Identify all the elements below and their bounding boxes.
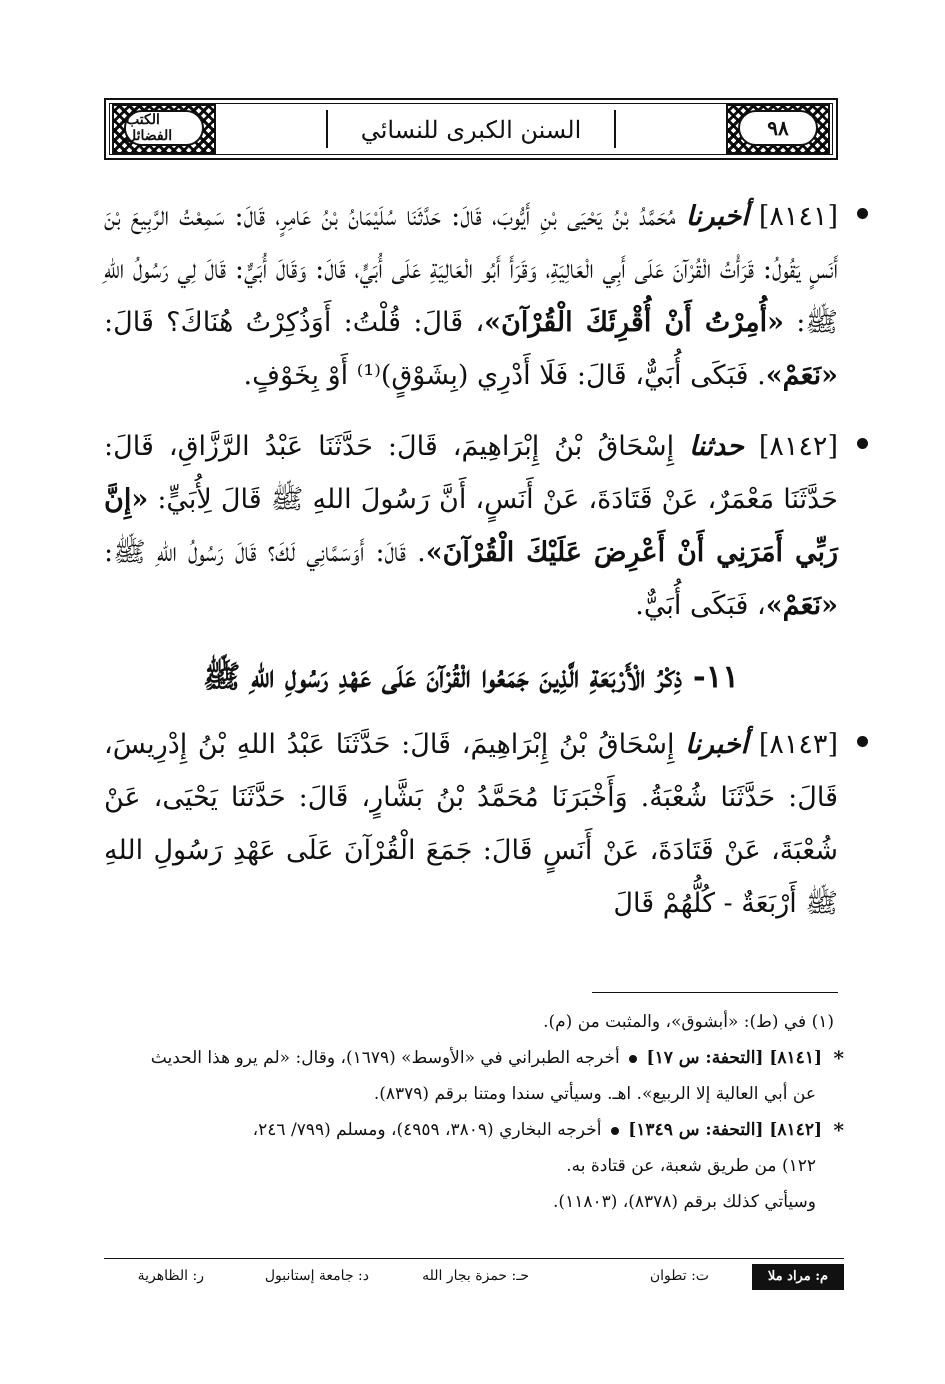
bullet-icon — [857, 736, 868, 747]
footnote-1: (١) في (ط): «أبشوق»، والمثبت من (م). — [543, 1012, 834, 1032]
hadith-lead: حدثنا — [689, 431, 744, 462]
bullet-icon — [629, 1055, 637, 1063]
page-number: ٩٨ — [738, 110, 818, 146]
footnote-8142 — [104, 1112, 844, 1148]
section-heading: ١١- ذِكْرُ الْأَرْبَعَةِ الَّذِينَ جَمَعُوا الْقُرْآنَ عَلَى عَهْدِ رَسُولِ اللهِ ﷺ — [202, 659, 740, 695]
hadith-ref: [٨١٤١] — [758, 201, 838, 232]
header-divider-right — [614, 110, 616, 148]
star-icon: * — [833, 1118, 844, 1142]
hadith-quote-2: «نَعَمْ» — [765, 590, 838, 621]
source-r: ر: الظاهرية — [137, 1268, 204, 1284]
page-header — [104, 98, 838, 160]
bullet-icon — [857, 208, 868, 219]
main-text — [104, 190, 838, 948]
bullet-icon — [611, 1127, 619, 1135]
footnote-head: [٨١٤١] [التحفة: س ١٧] — [646, 1048, 822, 1068]
footnote-8142-cont: ١٢٢) من طريق شعبة، عن قتادة به. — [566, 1156, 816, 1176]
hadith-quote: «إِنَّ رَبِّي أَمَرَنِي أَنْ أَعْرِضَ عَلَيْكَ الْقُرْآنَ» — [104, 484, 838, 568]
footnote-text: أخرجه الطبراني في «الأوسط» (١٦٧٩)، وقال: «لم يرو هذا الحديث — [150, 1048, 620, 1068]
footnote-8142-cont-2: وسيأتي كذلك برقم (٨٣٧٨)، (١١٨٠٣). — [553, 1192, 816, 1212]
book-title: السنن الكبرى للنسائي — [336, 110, 606, 150]
hadith-text-2: . قَالَ: أَوَسَمَّانِي لَكَ؟ قَالَ رَسُولُ اللهِ ﷺ: — [104, 537, 426, 568]
manuscript-sources — [104, 1264, 844, 1294]
hadith-text: مُحَمَّدُ بْنُ يَحْيَى بْنِ أَيُّوبَ، قَالَ: حَدَّثَنَا سُلَيْمَانُ بْنُ عَامِرٍ، قَالَ: سَمِعْتُ الرَّبِيعَ بْنَ أَنَسٍ يَقُولُ: قَرَأْتُ الْقُرْآنَ عَلَى أَبِي الْعَالِيَةِ، وَقَرَأَ أَبُو الْعَالِيَةِ عَلَى أُبَيٍّ، قَالَ: وَقَالَ أُبَيٌّ: قَالَ لِي رَسُولُ اللهِ ﷺ: — [104, 201, 838, 338]
hadith-text: إِسْحَاقُ بْنُ إِبْرَاهِيمَ، قَالَ: حَدَّثَنَا عَبْدُ اللهِ بْنُ إِدْرِيسَ، قَالَ: حَدَّثَنَا شُعْبَةُ. وَأَخْبَرَنَا مُحَمَّدُ بْنُ بَشَّارٍ، قَالَ: حَدَّثَنَا يَحْيَى، عَنْ شُعْبَةَ، عَنْ قَتَادَةَ، عَنْ أَنَسٍ قَالَ: جَمَعَ الْقُرْآنَ عَلَى عَهْدِ رَسُولِ اللهِ ﷺ أَرْبَعَةٌ - كُلُّهُمْ قَالَ — [104, 729, 838, 919]
hadith-8141 — [104, 190, 838, 402]
hadith-lead: أخبرنا — [685, 729, 749, 760]
hadith-text-2: ، قَالَ: قُلْتُ: أَوَذُكِرْتُ هُنَاكَ؟ قَالَ: — [104, 307, 485, 338]
hadith-text-3: ، فَبَكَى أُبَيٌّ. — [635, 590, 766, 621]
source-t: ت: تطوان — [649, 1268, 709, 1284]
star-icon: * — [833, 1046, 844, 1070]
hadith-lead: أخبرنا — [685, 201, 749, 232]
bottom-separator — [104, 1258, 844, 1259]
header-divider-left — [326, 110, 328, 148]
footnote-8141 — [104, 1040, 844, 1076]
hadith-ref: [٨١٤٢] — [758, 431, 838, 462]
footnote-text: أخرجه البخاري (٣٨٠٩، ٤٩٥٩)، ومسلم (٧٩٩/ ٢٤٦، — [252, 1120, 602, 1140]
hadith-quote: «أُمِرْتُ أَنْ أُقْرِئَكَ الْقُرْآنَ» — [484, 307, 784, 338]
hadith-8143 — [104, 718, 838, 930]
hadith-text-3: . فَبَكَى أُبَيٌّ، قَالَ: فَلَا أَدْرِي (بِشَوْقٍ)⁽¹⁾ أَوْ بِخَوْفٍ. — [243, 360, 766, 391]
footnote-head: [٨١٤٢] [التحفة: س ١٣٤٩] — [628, 1120, 822, 1140]
bullet-icon — [857, 438, 868, 449]
hadith-text: إِسْحَاقُ بْنُ إِبْرَاهِيمَ، قَالَ: حَدَّثَنَا عَبْدُ الرَّزَّاقِ، قَالَ: حَدَّثَنَا مَعْمَرٌ، عَنْ قَتَادَةَ، عَنْ أَنَسٍ، أَنَّ رَسُولَ اللهِ ﷺ قَالَ لِأُبَيٍّ: — [104, 431, 838, 515]
footnote-8141-cont: عن أبي العالية إلا الربيع». اهـ. وسيأتي سندا ومتنا برقم (٨٣٧٩). — [373, 1084, 816, 1104]
hadith-quote-2: «نَعَمْ» — [765, 360, 838, 391]
footnotes — [104, 1004, 844, 1220]
footnote-separator — [592, 992, 838, 993]
hadith-8142 — [104, 420, 838, 632]
source-d: د: جامعة إستانبول — [264, 1268, 369, 1284]
book-emblem: الكتب الفضائل — [124, 110, 204, 146]
hadith-ref: [٨١٤٣] — [758, 729, 838, 760]
source-h: حـ: حمزة بجار الله — [422, 1268, 529, 1284]
source-m: م: مراد ملا — [752, 1264, 844, 1290]
